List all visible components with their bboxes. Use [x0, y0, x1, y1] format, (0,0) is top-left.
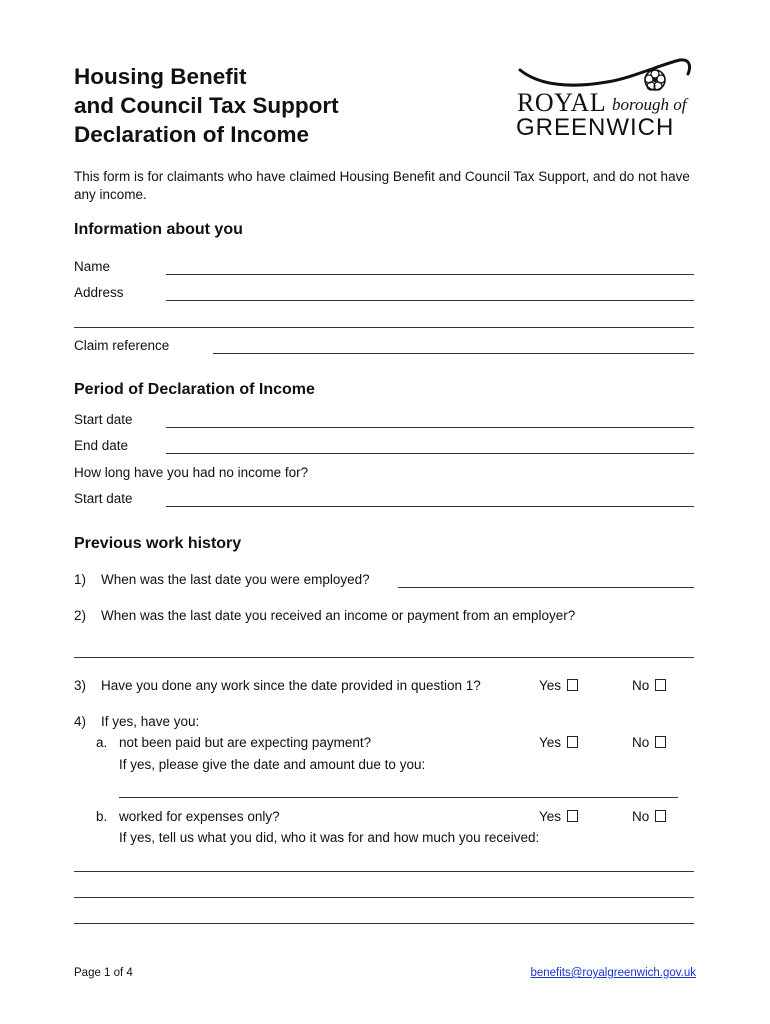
q3-yes-label: Yes	[539, 678, 562, 693]
section-heading-period: Period of Declaration of Income	[74, 381, 315, 398]
start-date-field-2[interactable]	[166, 506, 694, 507]
end-date-label: End date	[74, 438, 129, 453]
q4b-no-checkbox[interactable]	[655, 810, 666, 822]
q3-yes-option[interactable]	[539, 678, 578, 693]
title-line-1: Housing Benefit	[74, 64, 247, 89]
question-4a-followup: If yes, please give the date and amount due to you:	[119, 757, 426, 772]
question-1-number: 1)	[74, 572, 87, 587]
logo-royal-text: ROYAL	[517, 88, 607, 117]
start-date-label-2: Start date	[74, 491, 133, 506]
question-4-number: 4)	[74, 714, 87, 729]
title-line-2: and Council Tax Support	[74, 93, 339, 118]
last-income-date-field[interactable]	[74, 657, 694, 658]
address-field-line-2[interactable]	[74, 327, 694, 328]
q4a-yes-label: Yes	[539, 735, 562, 750]
contact-email-link[interactable]: benefits@royalgreenwich.gov.uk	[530, 967, 696, 979]
end-date-field[interactable]	[166, 453, 694, 454]
q4a-yes-option[interactable]	[539, 735, 578, 750]
name-label: Name	[74, 259, 111, 274]
title-line-3: Declaration of Income	[74, 122, 310, 147]
claim-reference-label: Claim reference	[74, 338, 170, 353]
question-4b-followup: If yes, tell us what you did, who it was for and how much you received:	[119, 830, 540, 845]
expenses-details-line-1[interactable]	[74, 871, 694, 872]
q4a-no-label: No	[632, 735, 650, 750]
page-number: Page 1 of 4	[74, 967, 133, 979]
date-amount-due-field[interactable]	[119, 797, 678, 798]
q4a-no-option[interactable]	[632, 735, 666, 750]
q4b-yes-option[interactable]	[539, 809, 578, 824]
question-1-text: When was the last date you were employed?	[101, 572, 370, 587]
question-4a-text: not been paid but are expecting payment?	[119, 735, 372, 750]
claim-reference-field[interactable]	[213, 353, 694, 354]
name-field[interactable]	[166, 274, 694, 275]
q3-no-label: No	[632, 678, 650, 693]
royal-greenwich-logo	[512, 56, 694, 142]
address-label: Address	[74, 285, 124, 300]
section-heading-about-you: Information about you	[74, 221, 243, 238]
intro-text: This form is for claimants who have claimed Housing Benefit and Council Tax Support, and do not have any income.	[74, 169, 690, 202]
question-4b-text: worked for expenses only?	[119, 809, 280, 824]
question-3-text: Have you done any work since the date provided in question 1?	[101, 678, 481, 693]
q4a-no-checkbox[interactable]	[655, 736, 666, 748]
question-2-number: 2)	[74, 608, 87, 623]
logo-greenwich-text: GREENWICH	[516, 114, 675, 141]
q4b-no-label: No	[632, 809, 650, 824]
q4b-yes-checkbox[interactable]	[567, 810, 578, 822]
page-title	[74, 62, 339, 149]
expenses-details-line-3[interactable]	[74, 923, 694, 924]
q4b-no-option[interactable]	[632, 809, 666, 824]
logo-borough-text: borough of	[612, 95, 687, 114]
question-3-number: 3)	[74, 678, 87, 693]
q3-no-option[interactable]	[632, 678, 666, 693]
question-4b-letter: b.	[96, 809, 108, 824]
question-4-text: If yes, have you:	[101, 714, 200, 729]
section-heading-work-history: Previous work history	[74, 535, 242, 552]
q4a-yes-checkbox[interactable]	[567, 736, 578, 748]
start-date-label: Start date	[74, 412, 133, 427]
address-field-line-1[interactable]	[166, 300, 694, 301]
how-long-label: How long have you had no income for?	[74, 465, 309, 480]
q3-no-checkbox[interactable]	[655, 679, 666, 691]
expenses-details-line-2[interactable]	[74, 897, 694, 898]
q4b-yes-label: Yes	[539, 809, 562, 824]
start-date-field[interactable]	[166, 427, 694, 428]
question-4a-letter: a.	[96, 735, 108, 750]
question-2-text: When was the last date you received an income or payment from an employer?	[101, 608, 576, 623]
q3-yes-checkbox[interactable]	[567, 679, 578, 691]
last-employed-date-field[interactable]	[398, 587, 694, 588]
